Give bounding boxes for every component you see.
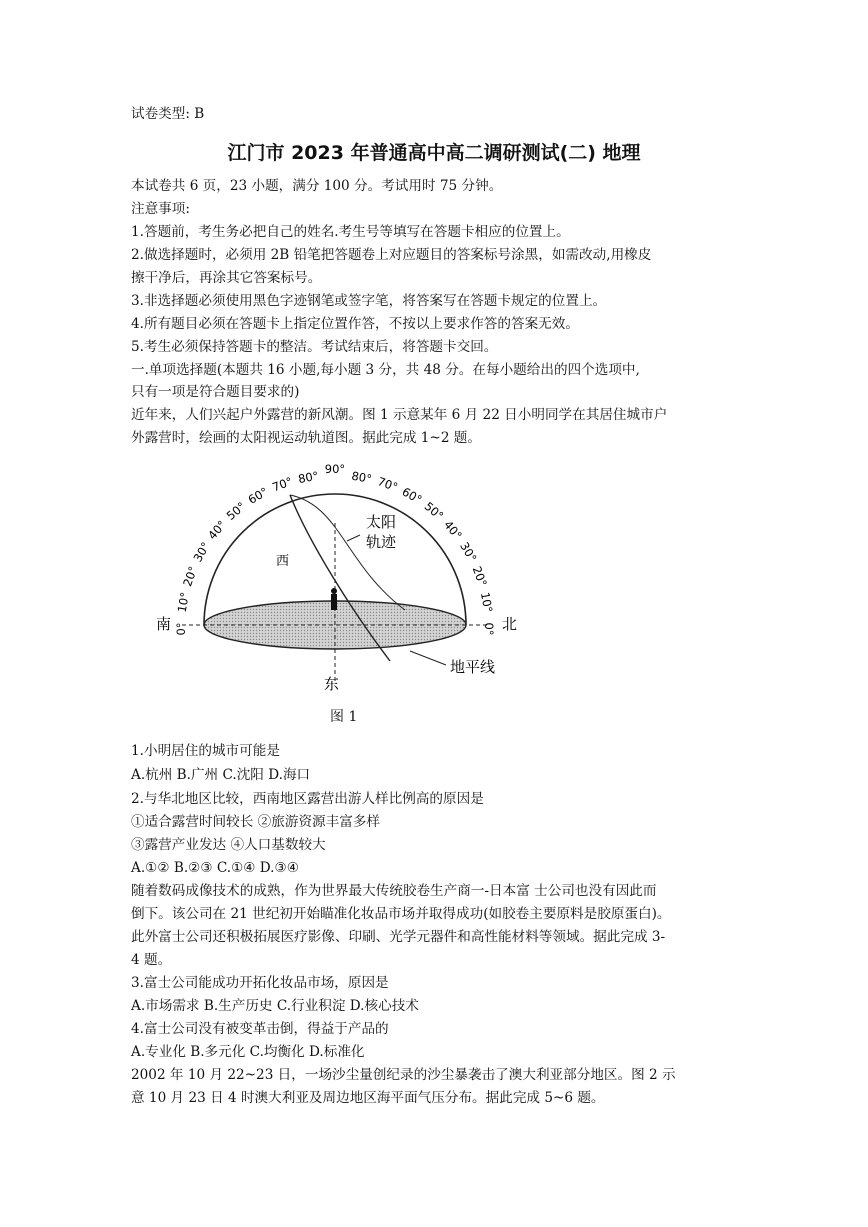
label-south: 南 — [156, 615, 172, 633]
question-line: A.①② B.②③ C.①④ D.③④ — [131, 860, 299, 876]
degree-label: 0° — [482, 622, 496, 636]
intro-line: 只有一项是符合题目要求的) — [131, 384, 300, 400]
sun-path-figure — [150, 455, 540, 695]
degree-label: 30° — [457, 539, 480, 565]
degree-label: 30° — [190, 539, 213, 565]
degree-label: 50° — [223, 499, 249, 523]
intro-line: 本试卷共 6 页，23 小题，满分 100 分。考试用时 75 分钟。 — [131, 178, 503, 194]
intro-line: 5.考生必须保持答题卡的整洁。考试结束后，将答题卡交回。 — [131, 339, 498, 355]
question-line: 倒下。该公司在 21 世纪初开始瞄准化妆品市场并取得成功(如胶卷主要原料是胶原蛋白)。 — [131, 906, 671, 922]
label-sun-path: 轨迹 — [366, 533, 397, 551]
sun-path-pointer — [347, 535, 360, 541]
intro-line: 擦干净后，再涂其它答案标号。 — [131, 270, 322, 286]
degree-top: 90° — [324, 462, 346, 476]
degree-label: 60° — [245, 484, 271, 507]
question-line: 2002 年 10 月 22~23 日，一场沙尘量创纪录的沙尘暴袭击了澳大利亚部分地区。图 2 示 — [131, 1067, 676, 1083]
label-horizon: 地平线 — [450, 658, 496, 676]
intro-line: 一.单项选择题(本题共 16 小题,每小题 3 分，共 48 分。在每小题给出的四个选项中, — [131, 362, 640, 378]
question-line: 意 10 月 23 日 4 时澳大利亚及周边地区海平面气压分布。据此完成 5~6 题。 — [131, 1090, 605, 1106]
degree-label: 10° — [477, 591, 496, 614]
degree-label: 10° — [174, 591, 193, 614]
question-line: A.专业化 B.多元化 C.均衡化 D.标准化 — [131, 1044, 365, 1060]
label-west: 西 — [276, 554, 290, 569]
figure-caption: 图 1 — [330, 709, 358, 725]
degree-label: 80° — [350, 468, 373, 487]
question-line: ③露营产业发达 ④人口基数较大 — [131, 837, 326, 853]
label-north: 北 — [502, 615, 518, 633]
question-line: 3.富士公司能成功开拓化妆品市场，原因是 — [131, 975, 389, 991]
question-line: ①适合露营时间较长 ②旅游资源丰富多样 — [131, 814, 381, 830]
question-line: 4 题。 — [131, 952, 172, 968]
degree-label: 70° — [270, 474, 295, 495]
page-title: 江门市 2023 年普通高中高二调研测试(二) 地理 — [227, 142, 641, 164]
question-line: 随着数码成像技术的成熟，作为世界最大传统胶卷生产商一-日本富 士公司也没有因此而 — [131, 883, 657, 899]
horizon-pointer — [410, 651, 446, 665]
label-sun-path: 太阳 — [366, 513, 397, 531]
degree-label: 80° — [297, 468, 320, 487]
degree-label: 50° — [421, 499, 447, 523]
question-line: 此外富士公司还积极拓展医疗影像、印刷、光学元器件和高性能材料等领域。据此完成 3- — [131, 929, 666, 945]
intro-line: 外露营时，绘画的太阳视运动轨道图。据此完成 1~2 题。 — [131, 430, 481, 446]
degree-label: 0° — [174, 622, 188, 636]
degree-label: 20° — [180, 564, 201, 589]
question-line: A.杭州 B.广州 C.沈阳 D.海口 — [131, 767, 311, 783]
question-line: 2.与华北地区比较，西南地区露营出游人样比例高的原因是 — [131, 791, 484, 807]
degree-label: 70° — [375, 474, 400, 495]
question-line: A.市场需求 B.生产历史 C.行业积淀 D.核心技术 — [131, 998, 419, 1014]
intro-line: 4.所有题目必须在答题卡上指定位置作答，不按以上要求作答的答案无效。 — [131, 316, 579, 332]
intro-line: 2.做选择题时，必须用 2B 铅笔把答题卷上对应题目的答案标号涂黑，如需改动,用橡皮 — [131, 247, 652, 263]
intro-line: 3.非选择题必须使用黑色字迹钢笔或签字笔，将答案写在答题卡规定的位置上。 — [131, 293, 607, 309]
intro-line: 1.答题前，考生务必把自己的姓名.考生号等填写在答题卡相应的位置上。 — [131, 224, 570, 240]
label-east: 东 — [324, 675, 340, 693]
intro-line: 近年来，人们兴起户外露营的新风潮。图 1 示意某年 6 月 22 日小明同学在其居住城市户 — [131, 407, 668, 423]
question-line: 4.富士公司没有被变革击倒，得益于产品的 — [131, 1021, 389, 1037]
degree-label: 20° — [469, 564, 490, 589]
person-icon — [331, 588, 337, 610]
degree-label: 40° — [205, 517, 229, 543]
intro-line: 注意事项: — [131, 201, 190, 217]
degree-label: 60° — [399, 484, 425, 507]
question-line: 1.小明居住的城市可能是 — [131, 743, 280, 759]
paper-type: 试卷类型: B — [131, 106, 205, 122]
degree-label: 40° — [441, 517, 465, 543]
